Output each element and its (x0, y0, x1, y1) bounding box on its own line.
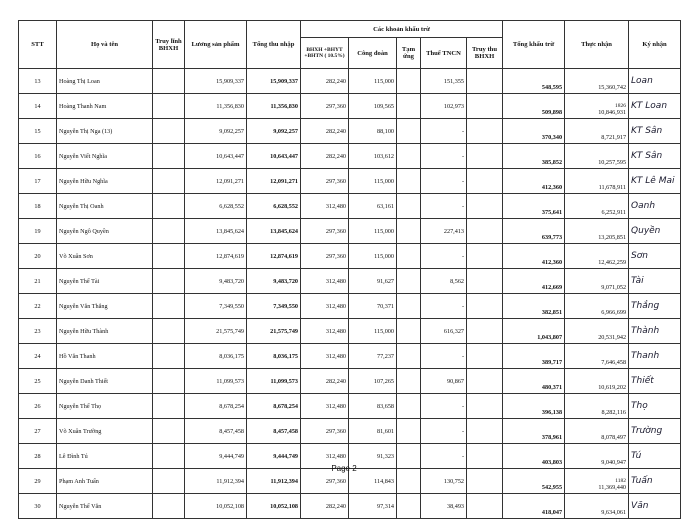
union-fee-cell: 115,000 (349, 219, 397, 244)
total-income-cell: 10,643,447 (247, 144, 301, 169)
table-row (19, 344, 681, 369)
salary-cell: 8,036,175 (185, 344, 247, 369)
salary-cell: 13,845,624 (185, 219, 247, 244)
advance-cell (397, 94, 421, 119)
total-income-cell: 21,575,749 (247, 319, 301, 344)
signature: Thành (629, 319, 681, 344)
total-deduct-cell: 370,340 (503, 119, 565, 144)
insurance-cell: 282,240 (301, 69, 349, 94)
signature: Quyền (629, 219, 681, 244)
income-tax-cell: 227,413 (421, 219, 467, 244)
signature: Sơn (629, 244, 681, 269)
insurance-cell: 312,480 (301, 194, 349, 219)
total-income-cell: 9,483,720 (247, 269, 301, 294)
salary-cell: 8,678,254 (185, 394, 247, 419)
income-tax-cell: 616,327 (421, 319, 467, 344)
employee-name: Nguyễn Thế Tài (57, 269, 153, 294)
signature: Thanh (629, 344, 681, 369)
bhxh-collect-cell (467, 269, 503, 294)
table-header (19, 21, 681, 69)
total-deduct-cell: 542,955 (503, 469, 565, 494)
bhxh-collect-cell (467, 69, 503, 94)
net-pay-cell: 10,619,202 (565, 369, 629, 394)
income-tax-cell: 90,867 (421, 369, 467, 394)
salary-cell: 9,444,749 (185, 444, 247, 469)
employee-name: Hồ Văn Thanh (57, 344, 153, 369)
total-deduct-cell: 412,669 (503, 269, 565, 294)
handwritten-note: 1826 (615, 102, 627, 109)
union-fee-cell: 115,000 (349, 244, 397, 269)
salary-cell: 9,092,257 (185, 119, 247, 144)
union-fee-cell: 91,323 (349, 444, 397, 469)
total-deduct-cell: 480,371 (503, 369, 565, 394)
net-pay-cell: 13,205,851 (565, 219, 629, 244)
union-fee-cell: 107,265 (349, 369, 397, 394)
bhxh-collect-cell (467, 194, 503, 219)
employee-name: Nguyễn Viết Nghĩa (57, 144, 153, 169)
insurance-cell: 297,360 (301, 219, 349, 244)
table-row (19, 319, 681, 344)
income-tax-cell: - (421, 419, 467, 444)
employee-name: Võ Xuân Trường (57, 419, 153, 444)
total-income-cell: 13,845,624 (247, 219, 301, 244)
total-income-cell: 6,628,552 (247, 194, 301, 219)
income-tax-cell: 102,973 (421, 94, 467, 119)
bhxh-collect-cell (467, 169, 503, 194)
bhxh-pay-cell (153, 194, 185, 219)
bhxh-pay-cell (153, 244, 185, 269)
employee-name: Nguyễn Danh Thiết (57, 369, 153, 394)
net-pay-value: 10,846,931 (598, 109, 627, 116)
employee-name: Nguyễn Ngô Quyền (57, 219, 153, 244)
employee-name: Phạm Anh Tuấn (57, 469, 153, 494)
advance-cell (397, 144, 421, 169)
row-stt: 29 (19, 469, 57, 494)
bhxh-pay-cell (153, 219, 185, 244)
row-stt: 18 (19, 194, 57, 219)
salary-cell: 12,874,619 (185, 244, 247, 269)
total-income-cell: 11,912,394 (247, 469, 301, 494)
net-pay-cell: 7,646,458 (565, 344, 629, 369)
bhxh-collect-cell (467, 94, 503, 119)
union-fee-cell: 77,237 (349, 344, 397, 369)
income-tax-cell: 8,562 (421, 269, 467, 294)
signature: Thiết (629, 369, 681, 394)
net-pay-cell: 6,966,699 (565, 294, 629, 319)
union-fee-cell: 83,658 (349, 394, 397, 419)
bhxh-pay-cell (153, 94, 185, 119)
bhxh-pay-cell (153, 344, 185, 369)
header-union: Công đoàn (349, 38, 397, 69)
table-row (19, 244, 681, 269)
employee-name: Nguyễn Thế Thọ (57, 394, 153, 419)
signature: Tú (629, 444, 681, 469)
insurance-cell: 297,360 (301, 94, 349, 119)
bhxh-pay-cell (153, 369, 185, 394)
header-deductions: Các khoản khấu trừ (301, 21, 503, 38)
salary-cell: 21,575,749 (185, 319, 247, 344)
insurance-cell: 297,360 (301, 469, 349, 494)
row-stt: 14 (19, 94, 57, 119)
total-income-cell: 8,036,175 (247, 344, 301, 369)
advance-cell (397, 69, 421, 94)
union-fee-cell: 114,843 (349, 469, 397, 494)
advance-cell (397, 394, 421, 419)
total-income-cell: 11,099,573 (247, 369, 301, 394)
total-income-cell: 15,909,337 (247, 69, 301, 94)
income-tax-cell: - (421, 244, 467, 269)
insurance-cell: 297,360 (301, 419, 349, 444)
total-deduct-cell: 418,047 (503, 494, 565, 519)
union-fee-cell: 70,371 (349, 294, 397, 319)
salary-cell: 8,457,458 (185, 419, 247, 444)
table-row (19, 144, 681, 169)
insurance-cell: 312,480 (301, 344, 349, 369)
header-net: Thực nhận (565, 21, 629, 69)
page-number: Page 2 (331, 464, 357, 473)
employee-name: Lê Đình Tú (57, 444, 153, 469)
union-fee-cell: 103,612 (349, 144, 397, 169)
row-stt: 28 (19, 444, 57, 469)
total-income-cell: 11,356,830 (247, 94, 301, 119)
net-pay-cell: 9,040,947 (565, 444, 629, 469)
bhxh-pay-cell (153, 294, 185, 319)
total-deduct-cell: 389,717 (503, 344, 565, 369)
total-deduct-cell: 403,803 (503, 444, 565, 469)
insurance-cell: 297,360 (301, 169, 349, 194)
table-row (19, 494, 681, 519)
union-fee-cell: 97,314 (349, 494, 397, 519)
salary-cell: 12,091,271 (185, 169, 247, 194)
insurance-cell: 282,240 (301, 119, 349, 144)
employee-name: Nguyễn Văn Thắng (57, 294, 153, 319)
header-total-income: Tổng thu nhập (247, 21, 301, 69)
signature: KT Loan (629, 94, 681, 119)
header-insurance: BHXH +BHYT +BHTN ( 10.5%) (301, 38, 349, 69)
signature: Oanh (629, 194, 681, 219)
table-row (19, 69, 681, 94)
signature: Loan (629, 69, 681, 94)
advance-cell (397, 169, 421, 194)
net-pay-cell: 6,252,911 (565, 194, 629, 219)
income-tax-cell: 38,493 (421, 494, 467, 519)
advance-cell (397, 294, 421, 319)
salary-cell: 9,483,720 (185, 269, 247, 294)
total-deduct-cell: 412,360 (503, 244, 565, 269)
row-stt: 30 (19, 494, 57, 519)
net-pay-cell: 9,634,061 (565, 494, 629, 519)
bhxh-collect-cell (467, 319, 503, 344)
union-fee-cell: 63,161 (349, 194, 397, 219)
header-bhxh-collect: Truy thu BHXH (467, 38, 503, 69)
table-row (19, 419, 681, 444)
advance-cell (397, 244, 421, 269)
row-stt: 13 (19, 69, 57, 94)
bhxh-collect-cell (467, 369, 503, 394)
insurance-cell: 312,480 (301, 269, 349, 294)
header-sign: Ký nhận (629, 21, 681, 69)
total-deduct-cell: 639,773 (503, 219, 565, 244)
advance-cell (397, 269, 421, 294)
bhxh-collect-cell (467, 244, 503, 269)
union-fee-cell: 115,000 (349, 169, 397, 194)
signature: Văn (629, 494, 681, 519)
table-body (19, 69, 681, 519)
income-tax-cell: - (421, 344, 467, 369)
table-row (19, 219, 681, 244)
insurance-cell: 312,480 (301, 444, 349, 469)
union-fee-cell: 109,565 (349, 94, 397, 119)
total-income-cell: 10,052,108 (247, 494, 301, 519)
bhxh-collect-cell (467, 294, 503, 319)
advance-cell (397, 419, 421, 444)
bhxh-collect-cell (467, 144, 503, 169)
bhxh-collect-cell (467, 419, 503, 444)
insurance-cell: 312,480 (301, 394, 349, 419)
table-row (19, 294, 681, 319)
income-tax-cell: - (421, 444, 467, 469)
bhxh-pay-cell (153, 394, 185, 419)
net-pay-cell: 20,531,942 (565, 319, 629, 344)
header-advance: Tạm ứng (397, 38, 421, 69)
total-deduct-cell: 396,138 (503, 394, 565, 419)
bhxh-pay-cell (153, 419, 185, 444)
row-stt: 23 (19, 319, 57, 344)
net-pay-cell (565, 94, 629, 119)
union-fee-cell: 91,627 (349, 269, 397, 294)
bhxh-pay-cell (153, 319, 185, 344)
bhxh-pay-cell (153, 119, 185, 144)
bhxh-collect-cell (467, 494, 503, 519)
table-row (19, 119, 681, 144)
payroll-sheet (18, 20, 680, 519)
row-stt: 27 (19, 419, 57, 444)
net-pay-cell: 11,678,911 (565, 169, 629, 194)
salary-cell: 10,643,447 (185, 144, 247, 169)
total-income-cell: 9,092,257 (247, 119, 301, 144)
header-tax: Thuế TNCN (421, 38, 467, 69)
net-pay-cell: 8,282,116 (565, 394, 629, 419)
total-deduct-cell: 1,043,807 (503, 319, 565, 344)
total-income-cell: 8,457,458 (247, 419, 301, 444)
employee-name: Nguyễn Thị Nga (13) (57, 119, 153, 144)
union-fee-cell: 115,000 (349, 69, 397, 94)
header-stt: STT (19, 21, 57, 69)
row-stt: 17 (19, 169, 57, 194)
row-stt: 20 (19, 244, 57, 269)
total-deduct-cell: 548,595 (503, 69, 565, 94)
header-total-deduct: Tổng khấu trừ (503, 21, 565, 69)
net-pay-cell: 12,462,259 (565, 244, 629, 269)
employee-name: Nguyễn Hữu Nghĩa (57, 169, 153, 194)
income-tax-cell: 130,752 (421, 469, 467, 494)
net-pay-value: 11,369,440 (598, 484, 627, 491)
table-row (19, 394, 681, 419)
salary-cell: 11,099,573 (185, 369, 247, 394)
bhxh-collect-cell (467, 344, 503, 369)
union-fee-cell: 81,601 (349, 419, 397, 444)
union-fee-cell: 88,100 (349, 119, 397, 144)
income-tax-cell: - (421, 144, 467, 169)
signature: KT Sân (629, 144, 681, 169)
row-stt: 21 (19, 269, 57, 294)
total-income-cell: 12,091,271 (247, 169, 301, 194)
total-deduct-cell: 378,961 (503, 419, 565, 444)
employee-name: Nguyễn Hữu Thành (57, 319, 153, 344)
signature: Tuấn (629, 469, 681, 494)
income-tax-cell: - (421, 169, 467, 194)
header-bhxh-pay: Truy lĩnh BHXH (153, 21, 185, 69)
advance-cell (397, 194, 421, 219)
employee-name: Nguyễn Thị Oanh (57, 194, 153, 219)
net-pay-cell: 8,078,497 (565, 419, 629, 444)
header-salary: Lương sản phẩm (185, 21, 247, 69)
total-income-cell: 8,678,254 (247, 394, 301, 419)
payroll-table (18, 20, 681, 519)
row-stt: 22 (19, 294, 57, 319)
total-deduct-cell: 385,852 (503, 144, 565, 169)
salary-cell: 11,356,830 (185, 94, 247, 119)
header-name: Họ và tên (57, 21, 153, 69)
bhxh-collect-cell (467, 119, 503, 144)
income-tax-cell: - (421, 294, 467, 319)
bhxh-pay-cell (153, 144, 185, 169)
advance-cell (397, 119, 421, 144)
advance-cell (397, 219, 421, 244)
advance-cell (397, 344, 421, 369)
row-stt: 26 (19, 394, 57, 419)
bhxh-pay-cell (153, 494, 185, 519)
total-deduct-cell: 375,641 (503, 194, 565, 219)
total-deduct-cell: 509,898 (503, 94, 565, 119)
total-deduct-cell: 412,360 (503, 169, 565, 194)
signature: Tài (629, 269, 681, 294)
bhxh-pay-cell (153, 169, 185, 194)
bhxh-pay-cell (153, 269, 185, 294)
row-stt: 24 (19, 344, 57, 369)
bhxh-collect-cell (467, 394, 503, 419)
salary-cell: 10,052,108 (185, 494, 247, 519)
table-row (19, 369, 681, 394)
total-deduct-cell: 382,851 (503, 294, 565, 319)
advance-cell (397, 319, 421, 344)
income-tax-cell: 151,355 (421, 69, 467, 94)
insurance-cell: 282,240 (301, 144, 349, 169)
salary-cell: 6,628,552 (185, 194, 247, 219)
net-pay-cell: 15,360,742 (565, 69, 629, 94)
salary-cell: 11,912,394 (185, 469, 247, 494)
employee-name: Võ Xuân Sơn (57, 244, 153, 269)
employee-name: Hoàng Thanh Nam (57, 94, 153, 119)
signature: Thắng (629, 294, 681, 319)
employee-name: Hoàng Thị Loan (57, 69, 153, 94)
net-pay-cell: 9,071,052 (565, 269, 629, 294)
income-tax-cell: - (421, 119, 467, 144)
row-stt: 25 (19, 369, 57, 394)
table-row (19, 94, 681, 119)
row-stt: 16 (19, 144, 57, 169)
insurance-cell: 312,480 (301, 294, 349, 319)
net-pay-cell: 8,721,917 (565, 119, 629, 144)
insurance-cell: 282,240 (301, 494, 349, 519)
table-row (19, 169, 681, 194)
income-tax-cell: - (421, 394, 467, 419)
insurance-cell: 297,360 (301, 244, 349, 269)
signature: KT Lê Mai (629, 169, 681, 194)
advance-cell (397, 369, 421, 394)
row-stt: 19 (19, 219, 57, 244)
union-fee-cell: 115,000 (349, 319, 397, 344)
salary-cell: 15,909,337 (185, 69, 247, 94)
bhxh-pay-cell (153, 69, 185, 94)
insurance-cell: 312,480 (301, 319, 349, 344)
bhxh-collect-cell (467, 219, 503, 244)
income-tax-cell: - (421, 194, 467, 219)
handwritten-note: 1182 (615, 477, 627, 484)
signature: Trường (629, 419, 681, 444)
signature: Thọ (629, 394, 681, 419)
total-income-cell: 12,874,619 (247, 244, 301, 269)
signature: KT Sân (629, 119, 681, 144)
table-row (19, 194, 681, 219)
total-income-cell: 9,444,749 (247, 444, 301, 469)
employee-name: Nguyễn Thế Văn (57, 494, 153, 519)
table-row (19, 269, 681, 294)
row-stt: 15 (19, 119, 57, 144)
total-income-cell: 7,349,550 (247, 294, 301, 319)
insurance-cell: 282,240 (301, 369, 349, 394)
salary-cell: 7,349,550 (185, 294, 247, 319)
net-pay-cell: 10,257,595 (565, 144, 629, 169)
advance-cell (397, 494, 421, 519)
